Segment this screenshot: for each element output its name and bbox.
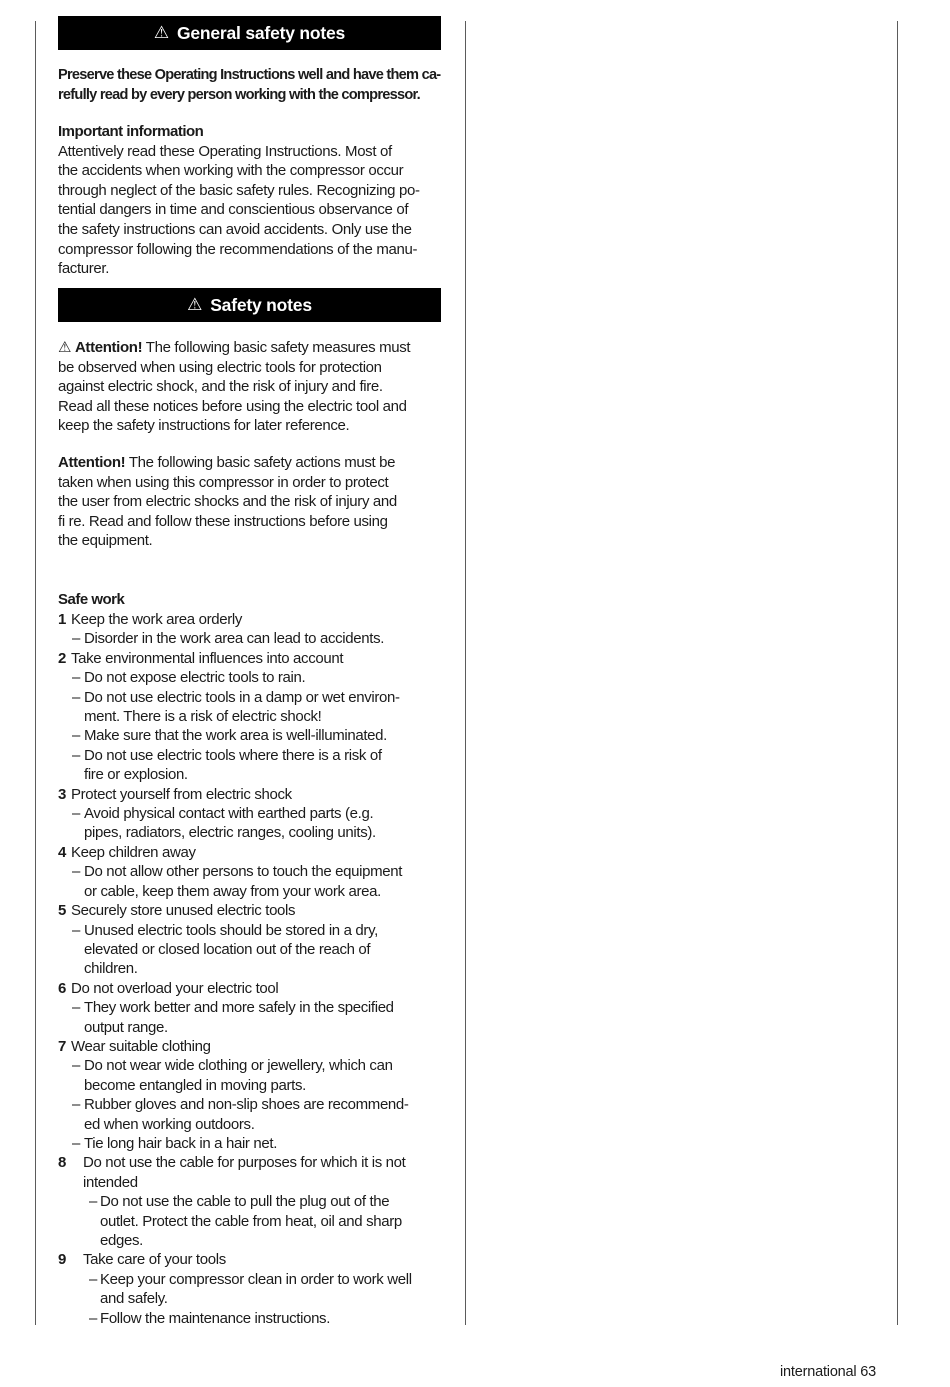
list-item-number: 9 (58, 1251, 66, 1269)
list-item-number: 7 (58, 1037, 66, 1055)
list-item-number: 6 (58, 979, 66, 997)
list-subitem (58, 688, 441, 727)
list-subitem-line: children. (84, 960, 138, 978)
list-subitem-line: Do not wear wide clothing or jewellery, which can (84, 1057, 393, 1075)
list-subitem (58, 668, 441, 687)
list-subitem (58, 804, 441, 843)
dash-bullet: – (72, 805, 80, 823)
list-subitem (58, 1095, 441, 1134)
list-item-title-line: Do not use the cable for purposes for which it is not (83, 1154, 406, 1172)
list-item-head (58, 1250, 441, 1269)
safe-work-list (58, 610, 441, 1328)
dash-bullet: – (72, 746, 80, 764)
attention-first-line-text: The following basic safety measures must (145, 339, 411, 356)
list-subitem (58, 1270, 441, 1309)
text-line: fi re. Read and follow these instructions before using (58, 512, 388, 530)
list-item-title-line: intended (83, 1173, 138, 1191)
attention-lead: Attention! (58, 454, 126, 471)
attention-compressor-more-lines (58, 473, 441, 551)
text-line: against electric shock, and the risk of injury and fire. (58, 378, 383, 396)
text-line: the equipment. (58, 532, 153, 550)
list-item (58, 785, 441, 843)
list-item (58, 979, 441, 1037)
list-item-number: 4 (58, 843, 66, 861)
list-subitem-text (84, 921, 441, 979)
dash-bullet: – (89, 1270, 97, 1288)
list-item-title (71, 843, 441, 862)
list-item (58, 1250, 441, 1328)
list-subitem-text (84, 688, 441, 727)
list-subitem (58, 1134, 441, 1153)
list-item-number: 5 (58, 902, 66, 920)
list-subitem-line: elevated or closed location out of the reach of (84, 940, 371, 958)
list-item (58, 1153, 441, 1250)
text-line: refully read by every person working with the compressor. (58, 87, 420, 103)
list-item (58, 610, 441, 649)
list-subitem-line: output range. (84, 1018, 168, 1036)
list-item-head (58, 901, 441, 920)
list-subitem-line: Make sure that the work area is well-illuminated. (84, 727, 387, 745)
list-subitem-text (84, 726, 441, 745)
list-item-title (71, 610, 441, 629)
text-line: keep the safety instructions for later reference. (58, 417, 350, 435)
attention-first-line-text: The following basic safety actions must be (128, 454, 396, 471)
list-item-number: 1 (58, 611, 66, 628)
list-item-number: 3 (58, 785, 66, 803)
list-subitem-line: pipes, radiators, electric ranges, cooling units). (84, 824, 376, 842)
safety-notes-title: Safety notes (210, 294, 312, 315)
dash-bullet: – (72, 669, 80, 687)
list-subitem-line: Do not allow other persons to touch the equipment (84, 863, 403, 881)
list-subitem-text (84, 1056, 441, 1095)
warning-triangle-icon: ⚠ (153, 22, 169, 42)
list-item-title (83, 1153, 441, 1192)
list-item-title-line: Securely store unused electric tools (71, 902, 296, 920)
list-subitem-line: become entangled in moving parts. (84, 1076, 306, 1094)
list-subitem-line: outlet. Protect the cable from heat, oil and sharp (100, 1212, 402, 1230)
list-subitem-line: Unused electric tools should be stored in a dry, (84, 921, 378, 939)
list-subitem (58, 629, 441, 648)
list-subitem (58, 726, 441, 745)
general-safety-notes-title: General safety notes (176, 22, 346, 43)
dash-bullet: – (89, 1193, 97, 1211)
list-subitem (58, 862, 441, 901)
text-line: through neglect of the basic safety rules. Recognizing po- (58, 181, 420, 199)
attention-lead: Attention! (74, 339, 143, 356)
list-item-title-line: Take environmental influences into account (71, 649, 344, 667)
list-subitem-line: Follow the maintenance instructions. (100, 1309, 331, 1327)
dash-bullet: – (72, 688, 80, 706)
list-subitem-text (100, 1270, 441, 1309)
list-subitem-line: Do not use electric tools in a damp or wet environ- (84, 688, 400, 706)
list-subitem-line: Avoid physical contact with earthed parts (e.g. (84, 805, 374, 823)
list-item-head (58, 785, 441, 804)
list-subitem-text (84, 629, 441, 648)
list-subitem-line: Keep your compressor clean in order to work well (100, 1270, 412, 1288)
right-column-rule (897, 21, 899, 1325)
list-subitem-line: fire or explosion. (84, 766, 188, 784)
list-subitem-line: Tie long hair back in a hair net. (84, 1134, 278, 1152)
list-item-head (58, 649, 441, 668)
list-item-head (58, 1153, 441, 1192)
list-item-number: 2 (58, 649, 66, 667)
dash-bullet: – (72, 863, 80, 881)
list-subitem-line: Disorder in the work area can lead to accidents. (84, 630, 385, 648)
list-subitem-text (84, 668, 441, 687)
list-item-title-line: Keep children away (71, 843, 196, 861)
text-line: compressor following the recommendations of the manu- (58, 240, 418, 258)
important-information-section (58, 122, 441, 279)
list-item-head (58, 610, 441, 629)
list-item (58, 901, 441, 979)
list-subitem-line: ment. There is a risk of electric shock! (84, 708, 322, 726)
dash-bullet: – (72, 999, 80, 1017)
middle-column-rule (465, 21, 467, 1325)
list-subitem-line: Rubber gloves and non-slip shoes are recommend- (84, 1096, 409, 1114)
text-line: taken when using this compressor in order to protect (58, 473, 389, 491)
preserve-instructions-paragraph (58, 65, 441, 105)
list-item-head (58, 1037, 441, 1056)
list-subitem-text (84, 1095, 441, 1134)
list-subitem (58, 746, 441, 785)
warning-triangle-icon: ⚠ (58, 339, 72, 356)
text-line: Attentively read these Operating Instructions. Most of (58, 142, 392, 160)
list-item (58, 843, 441, 901)
safety-notes-header (58, 288, 441, 322)
list-item-title (71, 1037, 441, 1056)
dash-bullet: – (72, 1096, 80, 1114)
dash-bullet: – (72, 1057, 80, 1075)
list-subitem-line: and safely. (100, 1290, 168, 1308)
important-information-paragraph (58, 142, 441, 279)
list-subitem (58, 1192, 441, 1250)
text-line: the safety instructions can avoid accidents. Only use the (58, 220, 412, 238)
list-item-head (58, 979, 441, 998)
safe-work-heading: Safe work (58, 591, 125, 608)
attention-compressor-paragraph (58, 453, 441, 551)
list-item-title (71, 649, 441, 668)
list-subitem-line: Do not use electric tools where there is a risk of (84, 746, 382, 764)
attention-electric-tools-paragraph (58, 338, 441, 436)
list-item (58, 1037, 441, 1153)
attention-compressor-first-line (58, 453, 441, 473)
list-subitem-text (84, 862, 441, 901)
text-line: be observed when using electric tools for protection (58, 358, 382, 376)
list-item-title-line: Do not overload your electric tool (71, 979, 279, 997)
dash-bullet: – (72, 727, 80, 745)
warning-triangle-icon: ⚠ (187, 294, 203, 314)
text-line: the user from electric shocks and the risk of injury and (58, 493, 397, 511)
general-safety-notes-header (58, 16, 441, 50)
list-subitem-text (84, 1134, 441, 1153)
list-subitem-line: Do not expose electric tools to rain. (84, 669, 306, 687)
list-subitem-text (84, 998, 441, 1037)
list-item-title-line: Take care of your tools (83, 1251, 226, 1269)
list-item-title (83, 1250, 441, 1269)
list-subitem (58, 1309, 441, 1328)
attention-electric-first-line (58, 338, 441, 358)
dash-bullet: – (72, 1134, 80, 1152)
list-item-title (71, 901, 441, 920)
text-line: Preserve these Operating Instructions well and have them ca- (58, 67, 441, 83)
list-item-title (71, 785, 441, 804)
list-item (58, 649, 441, 785)
list-subitem-text (84, 804, 441, 843)
list-item-head (58, 843, 441, 862)
list-item-number: 8 (58, 1154, 66, 1172)
list-subitem-text (100, 1192, 441, 1250)
text-line: the accidents when working with the compressor occur (58, 162, 404, 180)
list-subitem (58, 998, 441, 1037)
list-item-title-line: Wear suitable clothing (71, 1037, 211, 1055)
text-line: tential dangers in time and conscientious observance of (58, 201, 409, 219)
left-column-rule (35, 21, 37, 1325)
list-subitem-text (100, 1309, 441, 1328)
list-subitem-line: or cable, keep them away from your work area. (84, 882, 381, 900)
page-number-footer: international 63 (780, 1364, 876, 1380)
list-item-title-line: Keep the work area orderly (71, 611, 242, 628)
list-subitem-line: edges. (100, 1232, 143, 1249)
attention-electric-more-lines (58, 358, 441, 436)
dash-bullet: – (72, 630, 80, 648)
important-information-heading: Important information (58, 123, 204, 140)
dash-bullet: – (89, 1309, 97, 1327)
list-subitem-text (84, 746, 441, 785)
list-subitem-line: Do not use the cable to pull the plug out of the (100, 1193, 390, 1211)
list-subitem-line: They work better and more safely in the specified (84, 999, 394, 1017)
list-subitem (58, 1056, 441, 1095)
text-line: facturer. (58, 260, 110, 278)
list-subitem (58, 921, 441, 979)
dash-bullet: – (72, 921, 80, 939)
list-subitem-line: ed when working outdoors. (84, 1115, 255, 1133)
list-item-title-line: Protect yourself from electric shock (71, 785, 292, 803)
text-line: Read all these notices before using the electric tool and (58, 397, 407, 415)
list-item-title (71, 979, 441, 998)
